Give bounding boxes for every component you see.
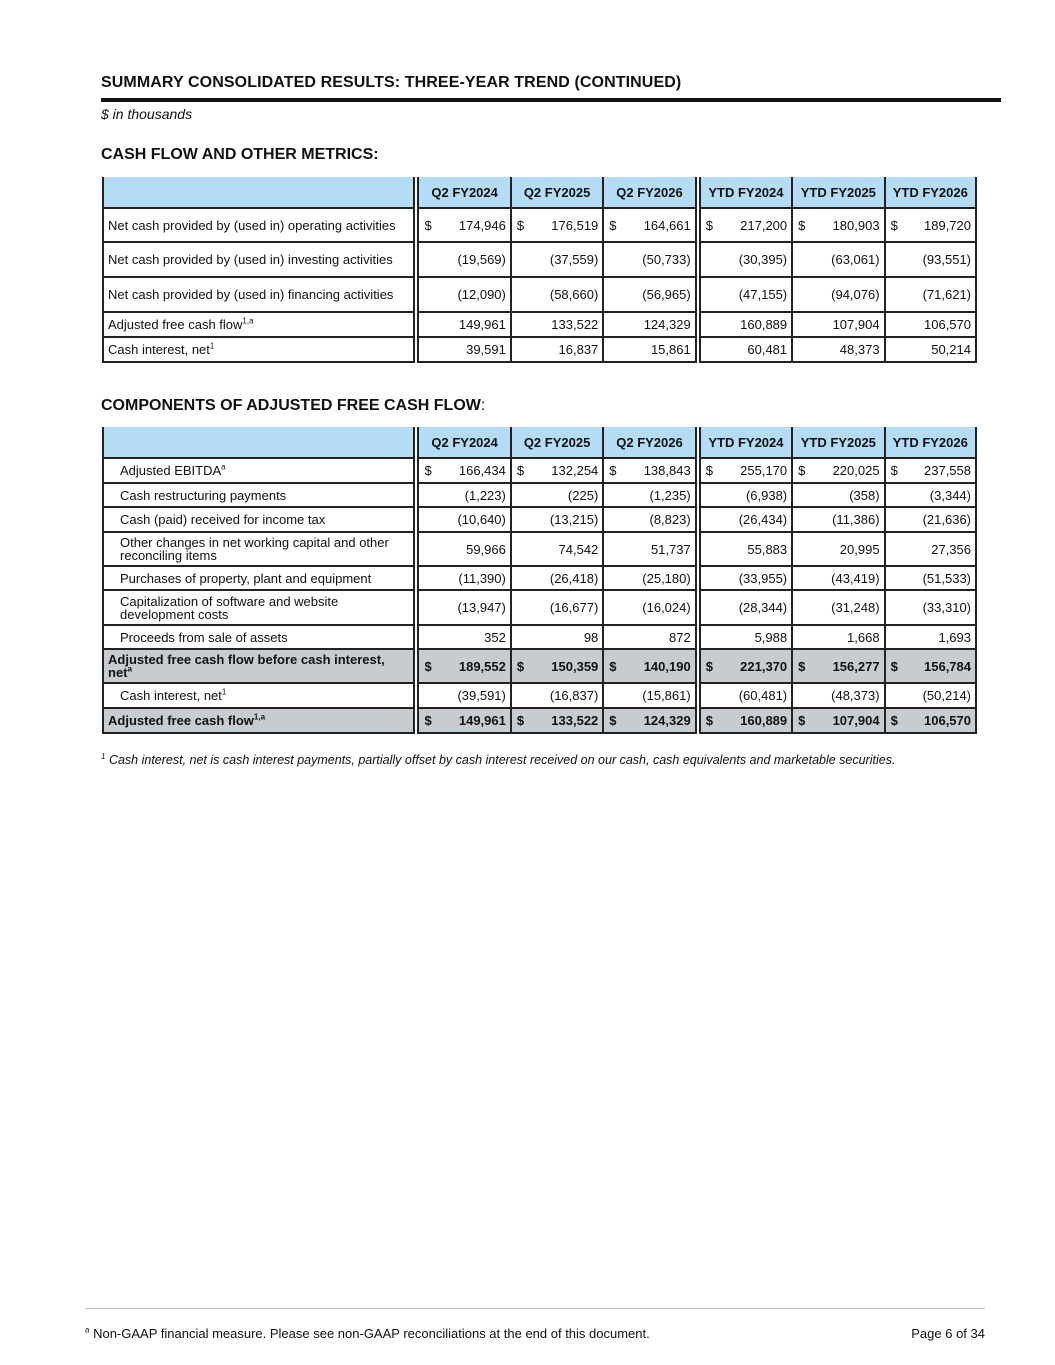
cash-flow-heading: CASH FLOW AND OTHER METRICS: — [101, 146, 379, 163]
table-row — [102, 243, 977, 278]
value-cell: $ 156,784 — [886, 650, 977, 684]
value-cell: $ 166,434 — [419, 459, 511, 484]
value-cell: 55,883 — [701, 533, 793, 567]
column-header: Q2 FY2025 — [512, 427, 604, 459]
table-row — [102, 209, 977, 243]
value-cell: (16,677) — [512, 591, 604, 626]
column-header: YTD FY2025 — [793, 427, 885, 459]
value-cell: $ 176,519 — [512, 209, 604, 243]
row-label: Cash interest, net$^1$ — [102, 684, 415, 709]
value-cell: (56,965) — [604, 278, 696, 313]
table-row — [102, 313, 977, 338]
column-header: Q2 FY2024 — [419, 427, 511, 459]
value-cell: $ 150,359 — [512, 650, 604, 684]
value-cell: (51,533) — [886, 567, 977, 591]
value-cell: 20,995 — [793, 533, 885, 567]
table-row — [102, 338, 977, 363]
value-cell: 106,570 — [886, 313, 977, 338]
value-cell: 1,668 — [793, 626, 885, 650]
table-row — [102, 684, 977, 709]
value-cell: (26,434) — [701, 508, 793, 533]
footer-note: $^a$ Non-GAAP financial measure. Please see non-GAAP reconciliations at the end of this document. — [85, 1325, 650, 1341]
value-cell: (50,733) — [604, 243, 696, 278]
value-cell: (26,418) — [512, 567, 604, 591]
page-title: SUMMARY CONSOLIDATED RESULTS: THREE-YEAR TREND (CONTINUED) — [101, 74, 682, 91]
total-row — [102, 650, 977, 684]
column-header: YTD FY2024 — [701, 177, 793, 209]
row-label: Capitalization of software and website development costs — [102, 591, 415, 626]
row-label: Proceeds from sale of assets — [102, 626, 415, 650]
value-cell: (6,938) — [701, 484, 793, 508]
value-cell: $ 180,903 — [793, 209, 885, 243]
value-cell: (12,090) — [419, 278, 511, 313]
value-cell: (33,310) — [886, 591, 977, 626]
row-label: Cash (paid) received for income tax — [102, 508, 415, 533]
value-cell: 1,693 — [886, 626, 977, 650]
value-cell: $ 164,661 — [604, 209, 696, 243]
value-cell: 74,542 — [512, 533, 604, 567]
value-cell: (50,214) — [886, 684, 977, 709]
value-cell: (47,155) — [701, 278, 793, 313]
value-cell: (71,621) — [886, 278, 977, 313]
value-cell: (13,947) — [419, 591, 511, 626]
row-label: Net cash provided by (used in) financing activities — [102, 278, 415, 313]
value-cell: (8,823) — [604, 508, 696, 533]
column-header: Q2 FY2024 — [419, 177, 511, 209]
table-row — [102, 484, 977, 508]
column-header: YTD FY2026 — [886, 427, 977, 459]
footnote: $^1$ Cash interest, net is cash interest payments, partially offset by cash interest received on our cash, cash equivalents and marketable securities. — [101, 751, 896, 767]
page-number: Page 6 of 34 — [911, 1326, 985, 1341]
value-cell: $ 160,889 — [701, 709, 793, 734]
value-cell: (48,373) — [793, 684, 885, 709]
row-label: Net cash provided by (used in) investing activities — [102, 243, 415, 278]
value-cell: $ 138,843 — [604, 459, 696, 484]
value-cell: $ 221,370 — [701, 650, 793, 684]
units-note: $ in thousands — [101, 106, 193, 122]
value-cell: 160,889 — [701, 313, 793, 338]
value-cell: (33,955) — [701, 567, 793, 591]
value-cell: (11,386) — [793, 508, 885, 533]
footer-rule — [85, 1308, 985, 1309]
value-cell: 107,904 — [793, 313, 885, 338]
value-cell: (94,076) — [793, 278, 885, 313]
value-cell: (11,390) — [419, 567, 511, 591]
value-cell: (25,180) — [604, 567, 696, 591]
total-row — [102, 709, 977, 734]
value-cell: $ 217,200 — [701, 209, 793, 243]
value-cell: 98 — [512, 626, 604, 650]
row-label: Adjusted free cash flow$^{1,a}$ — [102, 709, 415, 734]
column-header: Q2 FY2025 — [512, 177, 604, 209]
header-row — [102, 177, 977, 209]
value-cell: 51,737 — [604, 533, 696, 567]
value-cell: (16,837) — [512, 684, 604, 709]
value-cell: 149,961 — [419, 313, 511, 338]
value-cell: (15,861) — [604, 684, 696, 709]
value-cell: (30,395) — [701, 243, 793, 278]
value-cell: $ 133,522 — [512, 709, 604, 734]
value-cell: (10,640) — [419, 508, 511, 533]
table-row — [102, 626, 977, 650]
table-row — [102, 278, 977, 313]
value-cell: $ 189,552 — [419, 650, 511, 684]
value-cell: (225) — [512, 484, 604, 508]
value-cell: (13,215) — [512, 508, 604, 533]
table-row — [102, 567, 977, 591]
value-cell: (63,061) — [793, 243, 885, 278]
value-cell: $ 156,277 — [793, 650, 885, 684]
value-cell: 872 — [604, 626, 696, 650]
value-cell: 39,591 — [419, 338, 511, 363]
column-header: YTD FY2024 — [701, 427, 793, 459]
value-cell: $ 174,946 — [419, 209, 511, 243]
value-cell: 50,214 — [886, 338, 977, 363]
value-cell: (1,223) — [419, 484, 511, 508]
row-label: Adjusted EBITDA$^a$ — [102, 459, 415, 484]
table-row — [102, 508, 977, 533]
header-blank-cell — [102, 427, 415, 459]
row-label: Adjusted free cash flow before cash interest, net$^a$ — [102, 650, 415, 684]
value-cell: (358) — [793, 484, 885, 508]
value-cell: $ 132,254 — [512, 459, 604, 484]
value-cell: 5,988 — [701, 626, 793, 650]
value-cell: (3,344) — [886, 484, 977, 508]
table-row — [102, 459, 977, 484]
value-cell: $ 220,025 — [793, 459, 885, 484]
value-cell: (16,024) — [604, 591, 696, 626]
value-cell: $ 124,329 — [604, 709, 696, 734]
table-row — [102, 533, 977, 567]
table-row — [102, 591, 977, 626]
row-label: Purchases of property, plant and equipment — [102, 567, 415, 591]
value-cell: $ 106,570 — [886, 709, 977, 734]
components-heading: COMPONENTS OF ADJUSTED FREE CASH FLOW: — [101, 397, 486, 414]
value-cell: 60,481 — [701, 338, 793, 363]
row-label: Adjusted free cash flow$^{1,a}$ — [102, 313, 415, 338]
value-cell: (39,591) — [419, 684, 511, 709]
value-cell: (28,344) — [701, 591, 793, 626]
value-cell: (58,660) — [512, 278, 604, 313]
value-cell: $ 149,961 — [419, 709, 511, 734]
value-cell: $ 237,558 — [886, 459, 977, 484]
value-cell: 124,329 — [604, 313, 696, 338]
value-cell: (37,559) — [512, 243, 604, 278]
value-cell: 27,356 — [886, 533, 977, 567]
value-cell: 48,373 — [793, 338, 885, 363]
value-cell: $ 189,720 — [886, 209, 977, 243]
cash-flow-table — [102, 177, 977, 363]
row-label: Other changes in net working capital and other reconciling items — [102, 533, 415, 567]
header-row — [102, 427, 977, 459]
value-cell: (1,235) — [604, 484, 696, 508]
column-header: Q2 FY2026 — [604, 427, 696, 459]
value-cell: (60,481) — [701, 684, 793, 709]
value-cell: (93,551) — [886, 243, 977, 278]
value-cell: 59,966 — [419, 533, 511, 567]
row-label: Cash restructuring payments — [102, 484, 415, 508]
value-cell: $ 255,170 — [701, 459, 793, 484]
value-cell: (31,248) — [793, 591, 885, 626]
column-header: YTD FY2026 — [886, 177, 977, 209]
value-cell: $ 107,904 — [793, 709, 885, 734]
value-cell: (21,636) — [886, 508, 977, 533]
column-header: Q2 FY2026 — [604, 177, 696, 209]
value-cell: 133,522 — [512, 313, 604, 338]
value-cell: 15,861 — [604, 338, 696, 363]
row-label: Net cash provided by (used in) operating activities — [102, 209, 415, 243]
header-blank-cell — [102, 177, 415, 209]
value-cell: $ 140,190 — [604, 650, 696, 684]
value-cell: 16,837 — [512, 338, 604, 363]
title-rule — [101, 98, 1001, 102]
row-label: Cash interest, net$^1$ — [102, 338, 415, 363]
column-header: YTD FY2025 — [793, 177, 885, 209]
value-cell: (43,419) — [793, 567, 885, 591]
components-table — [102, 427, 977, 734]
value-cell: (19,569) — [419, 243, 511, 278]
value-cell: 352 — [419, 626, 511, 650]
